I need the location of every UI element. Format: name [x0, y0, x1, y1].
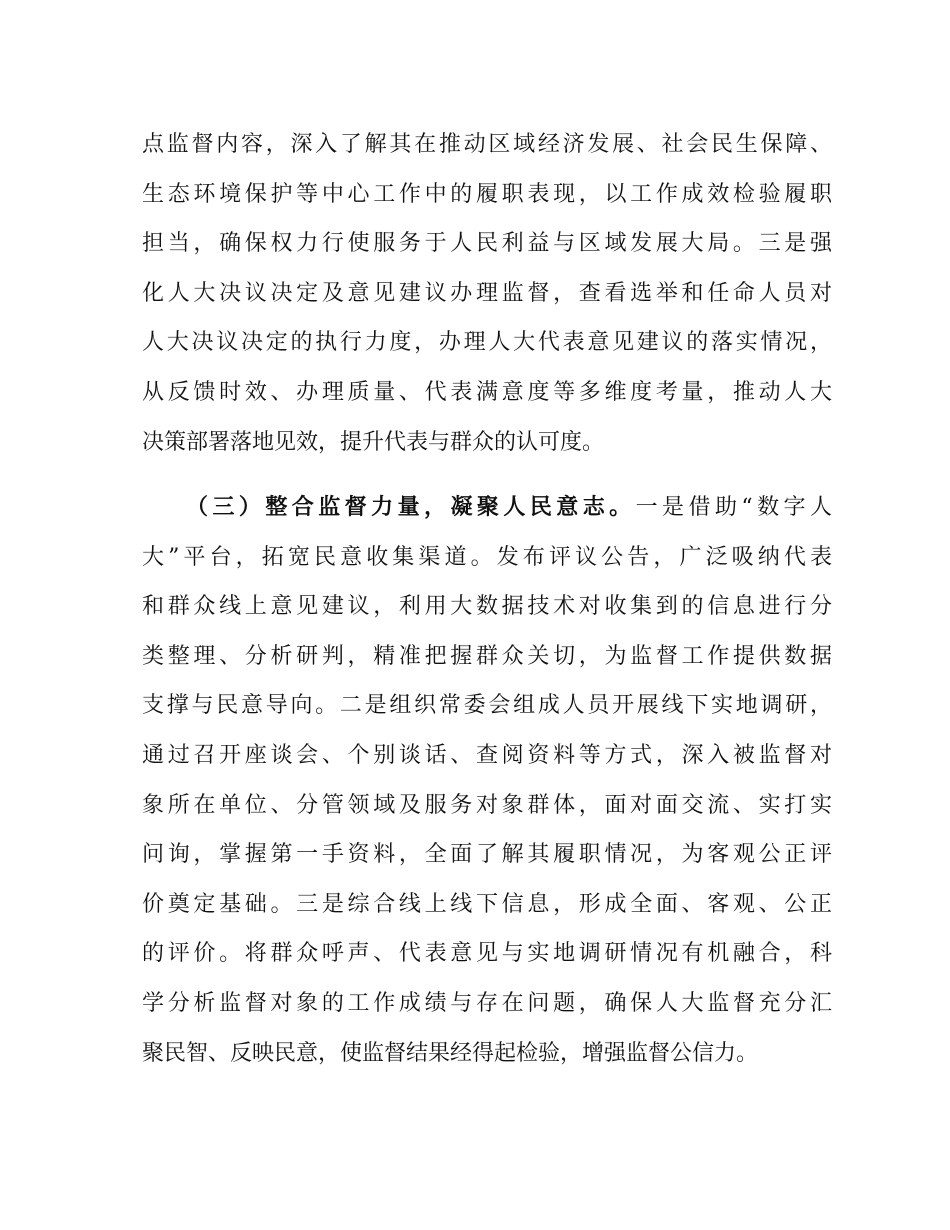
text-line: 点监督内容，深入了解其在推动区域经济发展、社会民生保障、	[142, 132, 832, 157]
paragraph-body-2	[142, 483, 832, 1078]
text-line: 支撑与民意导向。二是组织常委会组成人员开展线下实地调研，	[142, 693, 832, 719]
paragraph-body-1	[142, 120, 832, 467]
text-line: 类整理、分析研判，精准把握群众关切，为监督工作提供数据	[142, 643, 832, 669]
text-line: 生态环境保护等中心工作中的履职表现，以工作成效检验履职	[142, 181, 832, 207]
text-line: 问询，掌握第一手资料，全面了解其履职情况，为客观公正评	[142, 842, 832, 868]
first-line-text: 一是借助“数字人	[635, 495, 832, 520]
text-line: 决策部署落地见效，提升代表与群众的认可度。	[142, 429, 605, 455]
text-line: 通过召开座谈会、个别谈话、查阅资料等方式，深入被监督对	[142, 742, 832, 768]
text-line: 担当，确保权力行使服务于人民利益与区域发展大局。三是强	[142, 231, 832, 257]
text-line: 价奠定基础。三是综合线上线下信息，形成全面、客观、公正	[142, 891, 832, 917]
text-line: 人大决议决定的执行力度，办理人大代表意见建议的落实情况，	[142, 330, 832, 356]
text-line: 大”平台，拓宽民意收集渠道。发布评议公告，广泛吸纳代表	[142, 544, 832, 570]
section-heading: （三）整合监督力量，凝聚人民意志。	[186, 494, 636, 520]
text-line: 的评价。将群众呼声、代表意见与实地调研情况有机融合，科	[142, 941, 832, 967]
text-line: 从反馈时效、办理质量、代表满意度等多维度考量，推动人大	[142, 379, 832, 405]
text-line: 和群众线上意见建议，利用大数据技术对收集到的信息进行分	[142, 594, 832, 620]
text-line: 学分析监督对象的工作成绩与存在问题，确保人大监督充分汇	[142, 990, 832, 1016]
text-line: 化人大决议决定及意见建议办理监督，查看选举和任命人员对	[142, 280, 832, 306]
text-line: 聚民智、反映民意，使监督结果经得起检验，增强监督公信力。	[142, 1040, 759, 1066]
text-line: 象所在单位、分管领域及服务对象群体，面对面交流、实打实	[142, 792, 832, 818]
paragraph-first-line	[142, 483, 832, 533]
